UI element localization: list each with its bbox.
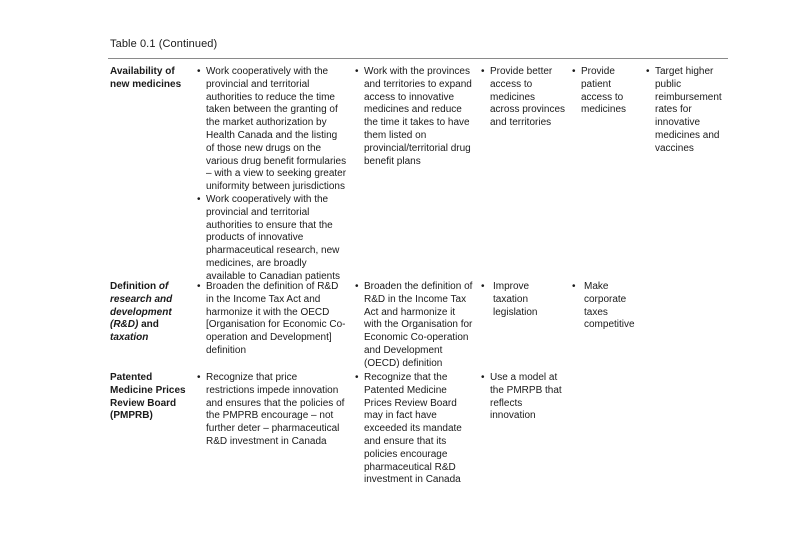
column-3-cell: [481, 281, 566, 319]
row-heading-part: Definition: [110, 281, 159, 292]
column-1-cell: [197, 372, 347, 449]
table-top-rule: [108, 58, 728, 59]
column-4-cell: [572, 66, 642, 117]
column-3-cell: [481, 372, 566, 423]
list-item: • Make corporate taxes competitive: [572, 281, 642, 332]
list-item: • Work with the provinces and territories to expand access to innovative medicines and reduce the time it takes to have them listed on provincial/territorial drug benefit plans: [355, 66, 475, 168]
list-item: • Use a model at the PMRPB that reflects innovation: [481, 372, 566, 423]
row-heading-part: (R&D): [110, 319, 139, 331]
column-1-cell: [197, 66, 347, 284]
row-heading: Availability of new medicines: [110, 66, 182, 90]
list-item: • Provide patient access to medicines: [572, 66, 642, 117]
row-heading-part: research and development: [110, 293, 173, 318]
list-item: • Provide better access to medicines across provinces and territories: [481, 66, 566, 130]
table-caption: Table 0.1 (Continued): [110, 38, 218, 50]
list-item: • Broaden the definition of R&D in the Income Tax Act and harmonize it with the OECD [Organisation for Economic Co-operation and Development] definition: [197, 281, 347, 358]
column-2-cell: [355, 372, 475, 487]
column-2-cell: [355, 66, 475, 168]
column-4-cell: [572, 281, 642, 332]
list-item: • Broaden the definition of R&D in the Income Tax Act and harmonize it with the Organisation for Economic Co-operation and Development (OECD) definition: [355, 281, 475, 371]
list-item: • Work cooperatively with the provincial and territorial authorities to reduce the time taken between the granting of the market authorization by Health Canada and the listing of those new drugs on the various drug benefit formularies – with a view to seeking greater uniformity between jurisdictions: [197, 66, 347, 194]
list-item: • Improve taxation legislation: [481, 281, 566, 319]
list-item: • Recognize that price restrictions impede innovation and ensures that the policies of the PMPRB encourage – not further deter – pharmaceutical R&D investment in Canada: [197, 372, 347, 449]
column-2-cell: [355, 281, 475, 371]
row-heading: [110, 281, 190, 345]
row-heading-part: taxation: [110, 332, 149, 344]
list-item: • Recognize that the Patented Medicine Prices Review Board may in fact have exceeded its mandate and ensure that its policies encourage pharmaceutical R&D investment in Canada: [355, 372, 475, 487]
list-item: • Target higher public reimbursement rates for innovative medicines and vaccines: [646, 66, 728, 156]
row-heading-part: and: [138, 319, 159, 331]
column-3-cell: [481, 66, 566, 130]
column-1-cell: [197, 281, 347, 358]
row-heading: Patented Medicine Prices Review Board (PMPRB): [110, 372, 186, 422]
list-item: • Work cooperatively with the provincial and territorial authorities to ensure that the products of innovative pharmaceutical research, new medicines, are broadly available to Canadian patients: [197, 194, 347, 284]
row-heading-part: of: [158, 281, 169, 292]
column-5-cell: [646, 66, 728, 156]
